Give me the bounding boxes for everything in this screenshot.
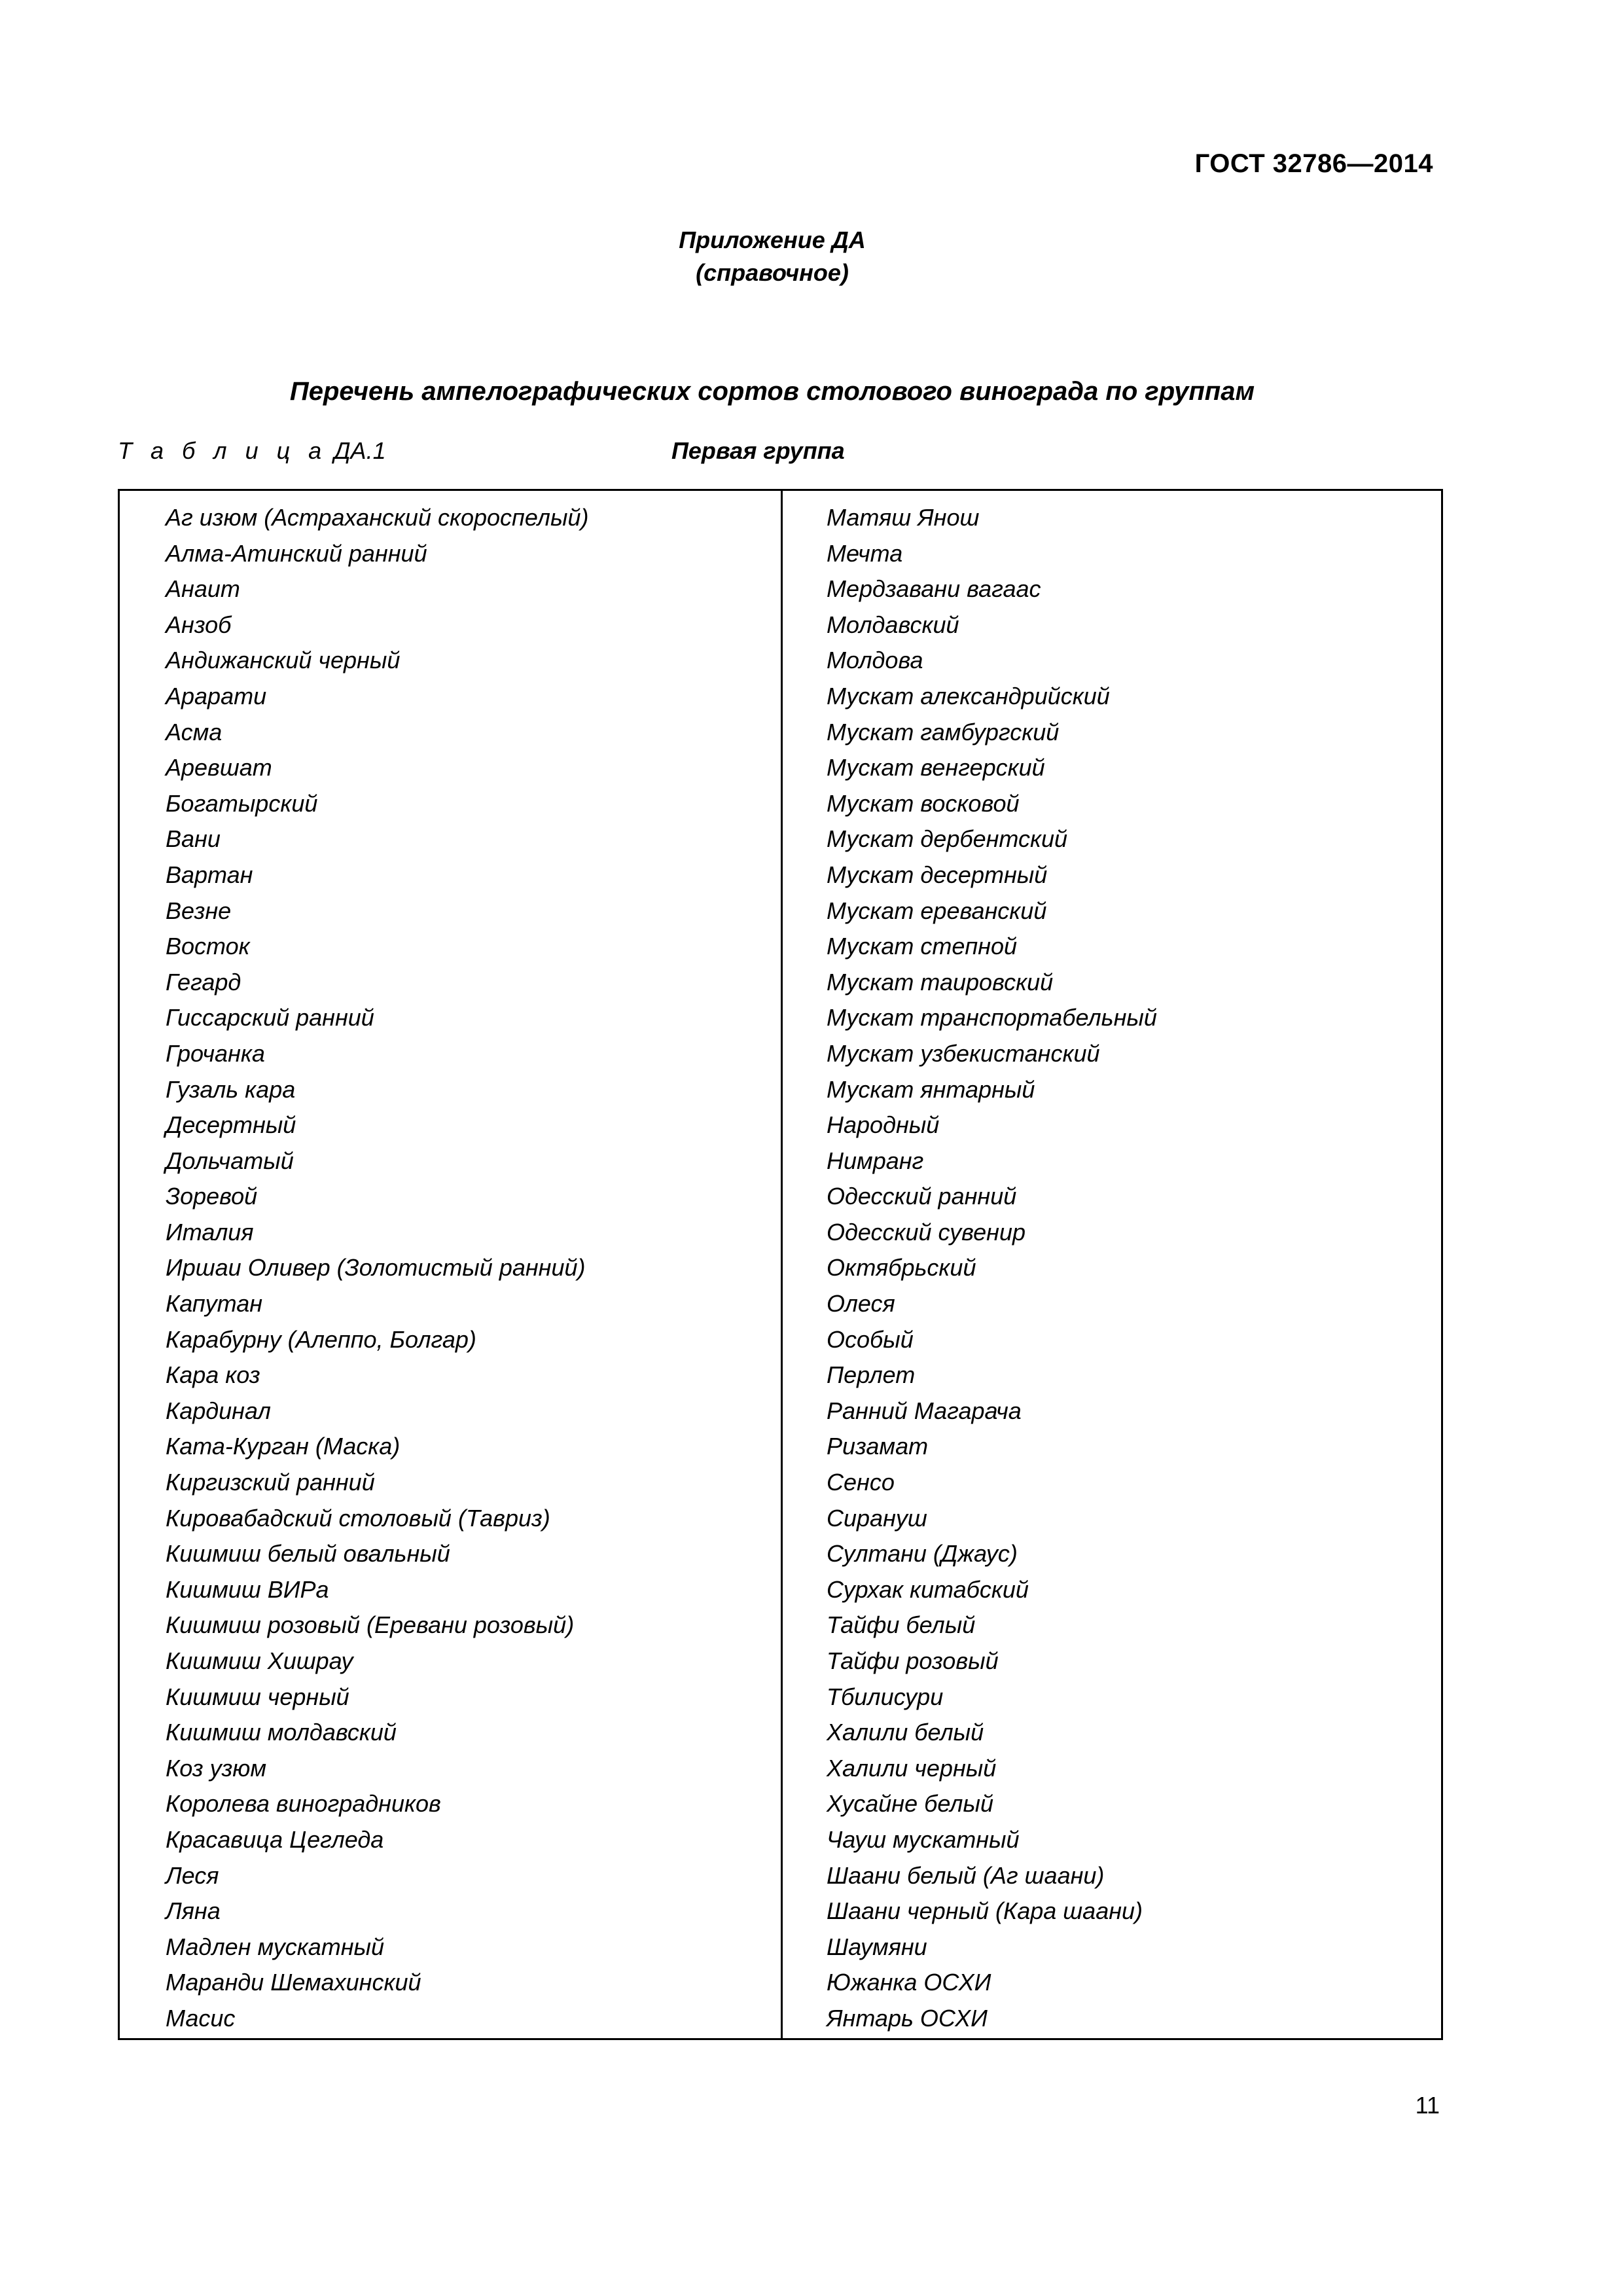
variety-item: Сенсо	[827, 1469, 895, 1496]
variety-item: Кишмиш розовый (Еревани розовый)	[166, 1611, 575, 1639]
variety-item: Одесский сувенир	[827, 1218, 1026, 1246]
variety-item: Масис	[166, 2004, 236, 2032]
variety-item: Мускат янтарный	[827, 1075, 1035, 1103]
section-title: Перечень ампелографических сортов столового винограда по группам	[289, 377, 1255, 406]
variety-item: Ранний Магарача	[827, 1397, 1022, 1424]
variety-item: Богатырский	[166, 789, 318, 817]
variety-item: Вартан	[166, 861, 253, 888]
variety-item: Тайфи розовый	[827, 1647, 999, 1674]
variety-item: Кардинал	[166, 1397, 271, 1424]
variety-item: Матяш Янош	[827, 504, 980, 531]
variety-item: Иршаи Оливер (Золотистый ранний)	[166, 1254, 586, 1282]
column-divider	[781, 491, 783, 2038]
variety-item: Мускат транспортабельный	[827, 1004, 1157, 1031]
variety-item: Сурхак китабский	[827, 1575, 1029, 1603]
variety-item: Мускат узбекистанский	[827, 1039, 1100, 1067]
variety-item: Сирануш	[827, 1504, 927, 1532]
variety-item: Тайфи белый	[827, 1611, 976, 1639]
variety-item: Янтарь ОСХИ	[827, 2004, 988, 2032]
left-column-list	[166, 500, 588, 2037]
variety-item: Мечта	[827, 539, 903, 567]
appendix-title: Приложение ДА	[679, 226, 866, 253]
varieties-table	[118, 489, 1443, 2040]
variety-item: Киргизский ранний	[166, 1469, 375, 1496]
variety-item: Мускат ереванский	[827, 897, 1047, 924]
variety-item: Шаумяни	[827, 1933, 927, 1960]
variety-item: Италия	[166, 1218, 254, 1246]
variety-item: Султани (Джаус)	[827, 1540, 1018, 1568]
table-label: Т а б л и ц а	[118, 437, 328, 464]
variety-item: Мускат дербентский	[827, 825, 1068, 853]
variety-item: Коз узюм	[166, 1754, 267, 1782]
variety-item: Ризамат	[827, 1433, 929, 1460]
variety-item: Ката-Курган (Маска)	[166, 1433, 401, 1460]
variety-item: Шаани белый (Аг шаани)	[827, 1861, 1105, 1889]
variety-item: Мускат венгерский	[827, 754, 1045, 781]
variety-item: Кишмиш молдавский	[166, 1719, 397, 1746]
variety-item: Особый	[827, 1325, 914, 1353]
variety-item: Кишмиш черный	[166, 1683, 349, 1710]
variety-item: Анаит	[166, 575, 240, 603]
variety-item: Десертный	[166, 1111, 296, 1139]
variety-item: Анзоб	[166, 611, 232, 638]
variety-item: Везне	[166, 897, 232, 924]
page-number: 11	[1415, 2092, 1440, 2119]
variety-item: Кишмиш ВИРа	[166, 1575, 329, 1603]
variety-item: Октябрьский	[827, 1254, 976, 1282]
variety-item: Ляна	[166, 1897, 221, 1925]
table-number: ДА.1	[327, 437, 386, 464]
variety-item: Народный	[827, 1111, 940, 1139]
variety-item: Асма	[166, 718, 223, 745]
variety-item: Халили белый	[827, 1719, 984, 1746]
variety-item: Гузаль кара	[166, 1075, 296, 1103]
right-column-list	[827, 500, 1157, 2037]
variety-item: Мускат степной	[827, 933, 1018, 960]
variety-item: Андижанский черный	[166, 647, 401, 674]
variety-item: Алма-Атинский ранний	[166, 539, 427, 567]
variety-item: Гиссарский ранний	[166, 1004, 374, 1031]
table-caption	[118, 437, 386, 465]
variety-item: Мускат восковой	[827, 789, 1020, 817]
variety-item: Грочанка	[166, 1039, 265, 1067]
variety-item: Леся	[166, 1861, 219, 1889]
variety-item: Южанка ОСХИ	[827, 1969, 991, 1996]
variety-item: Карабурну (Алеппо, Болгар)	[166, 1325, 476, 1353]
variety-item: Одесский ранний	[827, 1183, 1017, 1210]
variety-item: Мускат десертный	[827, 861, 1048, 888]
document-code: ГОСТ 32786—2014	[1194, 149, 1433, 178]
variety-item: Мадлен мускатный	[166, 1933, 385, 1960]
variety-item: Аг изюм (Астраханский скороспелый)	[166, 504, 589, 531]
variety-item: Шаани черный (Кара шаани)	[827, 1897, 1143, 1925]
variety-item: Молдова	[827, 647, 923, 674]
variety-item: Кишмиш белый овальный	[166, 1540, 450, 1568]
variety-item: Зоревой	[166, 1183, 258, 1210]
variety-item: Перлет	[827, 1361, 916, 1389]
variety-item: Нимранг	[827, 1147, 924, 1174]
variety-item: Мускат таировский	[827, 968, 1054, 996]
variety-item: Восток	[166, 933, 250, 960]
variety-item: Молдавский	[827, 611, 959, 638]
variety-item: Красавица Цегледа	[166, 1825, 384, 1853]
variety-item: Дольчатый	[166, 1147, 294, 1174]
table-group-title: Первая группа	[671, 437, 845, 464]
variety-item: Мердзавани вагаас	[827, 575, 1041, 603]
variety-item: Гегард	[166, 968, 241, 996]
variety-item: Олеся	[827, 1290, 895, 1318]
variety-item: Чауш мускатный	[827, 1825, 1020, 1853]
variety-item: Кировабадский столовый (Тавриз)	[166, 1504, 550, 1532]
appendix-subtitle: (справочное)	[696, 259, 849, 286]
variety-item: Халили черный	[827, 1754, 997, 1782]
variety-item: Кишмиш Хишрау	[166, 1647, 353, 1674]
variety-item: Маранди Шемахинский	[166, 1969, 421, 1996]
variety-item: Тбилисури	[827, 1683, 944, 1710]
variety-item: Хусайне белый	[827, 1790, 993, 1818]
variety-item: Кара коз	[166, 1361, 260, 1389]
variety-item: Мускат гамбургский	[827, 718, 1060, 745]
variety-item: Мускат александрийский	[827, 682, 1110, 709]
variety-item: Арарати	[166, 682, 267, 709]
variety-item: Королева виноградников	[166, 1790, 441, 1818]
variety-item: Капутан	[166, 1290, 263, 1318]
variety-item: Вани	[166, 825, 221, 853]
variety-item: Аревшат	[166, 754, 272, 781]
